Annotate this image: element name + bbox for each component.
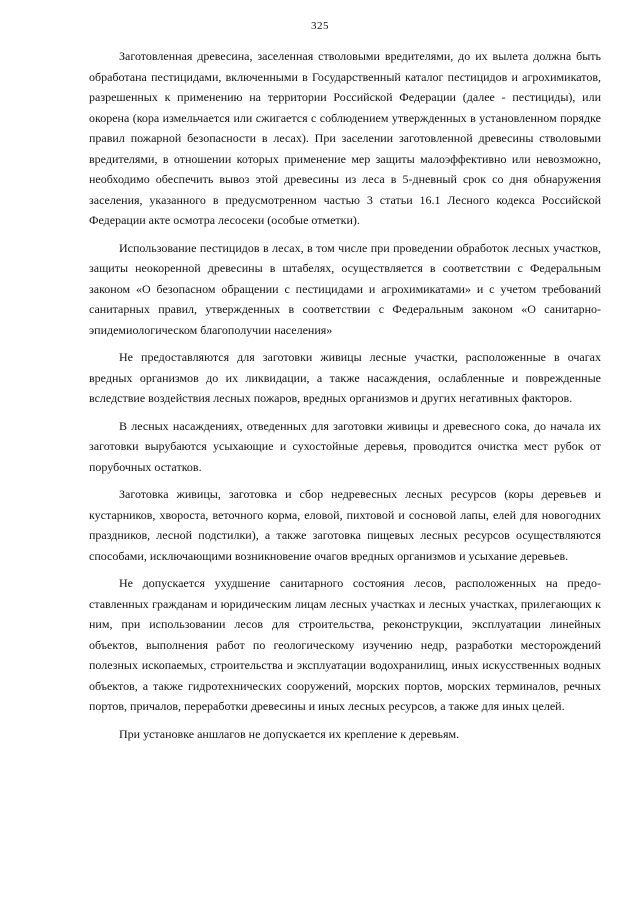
paragraph-resin-plots: Не предоставляются для заготовки живицы лесные участки, расположенные в очагах вредных организмов до их ликвидации, а также насаждения, ослабленные и поврежденные вследствие воздействия лесных пожаров, вредных организмов и других негативных факторов. — [89, 350, 601, 405]
paragraph-non-timber-resources: Заготовка живицы, заготовка и сбор недревесных лесных ресурсов (коры деревьев и кустарников, хвороста, веточного корма, еловой, пихтовой и сосновой лапы, елей для новогодних праздников, лесной подстилки), а также заготовка пищевых лесных ресурсов осуществляются способами, исключающими возникновение очагов вредных организмов и усыхание деревьев. — [89, 487, 601, 563]
paragraph-resin-sap-felling: В лесных насаждениях, отведенных для заготовки живицы и древесного сока, до начала их заготовки вырубаются усыхающие и сухостойные деревья, проводится очистка мест рубок от порубочных остатков. — [89, 418, 601, 474]
paragraph-sanitary-condition: Не допускается ухудшение санитарного состояния лесов, расположенных на предоставленных гражданам и юридическим лицам лесных участках и лесных участках, прилегающих к ним, при использовании лесов для строительства, реконструкции, эксплуатации линейных объектов, выполнения работ по геологическому изучению недр, разработки месторождений полезных ископаемых, строительства и эксплуатации водохранилищ, иных искусственных водных объектов, а также гидротехнических сооружений, морских портов, морских терминалов, речных портов, причалов, переработки древесины и иных лесных ресурсов, а также для иных целей. — [89, 576, 601, 713]
document-body — [89, 46, 601, 751]
paragraph-stem-pests: Заготовленная древесина, заселенная стволовыми вредителями, до их вылета должна быть обработана пестицидами, включенными в Государственный каталог пестицидов и агрохимикатов, разрешенных к применению на территории Российской Федерации (далее - пестициды), или окорена (кора измельчается или сжигается с соблюдением утвержденных в установленном порядке правил пожарной безопасности в лесах). При заселении заготовленной древесины стволовыми вредителями, в отношении которых применение мер защиты малоэффективно или невозможно, необходимо обеспечить вывоз этой древесины из леса в 5-дневный срок со дня обнаружения заселения, указанного в предусмотренном частью 3 статьи 16.1 Лесного кодекса Российской Федерации акте осмотра лесосеки (особые отметки). — [89, 49, 601, 227]
paragraph-signs-attachment: При установке аншлагов не допускается их крепление к деревьям. — [119, 726, 460, 741]
paragraph-pesticides-use: Использование пестицидов в лесах, в том числе при проведении обработок лесных участков, защиты неокоренной древесины в штабелях, осуществляется в соответствии с Федеральным законом «О безопасном обращении с пестицидами и агрохимикатами» и с учетом требований санитарных правил, утвержденных в соответствии с Федеральным законом «О санитарно-эпидемиологическом благополучии населения» — [89, 240, 601, 337]
page-number: 325 — [311, 20, 329, 32]
